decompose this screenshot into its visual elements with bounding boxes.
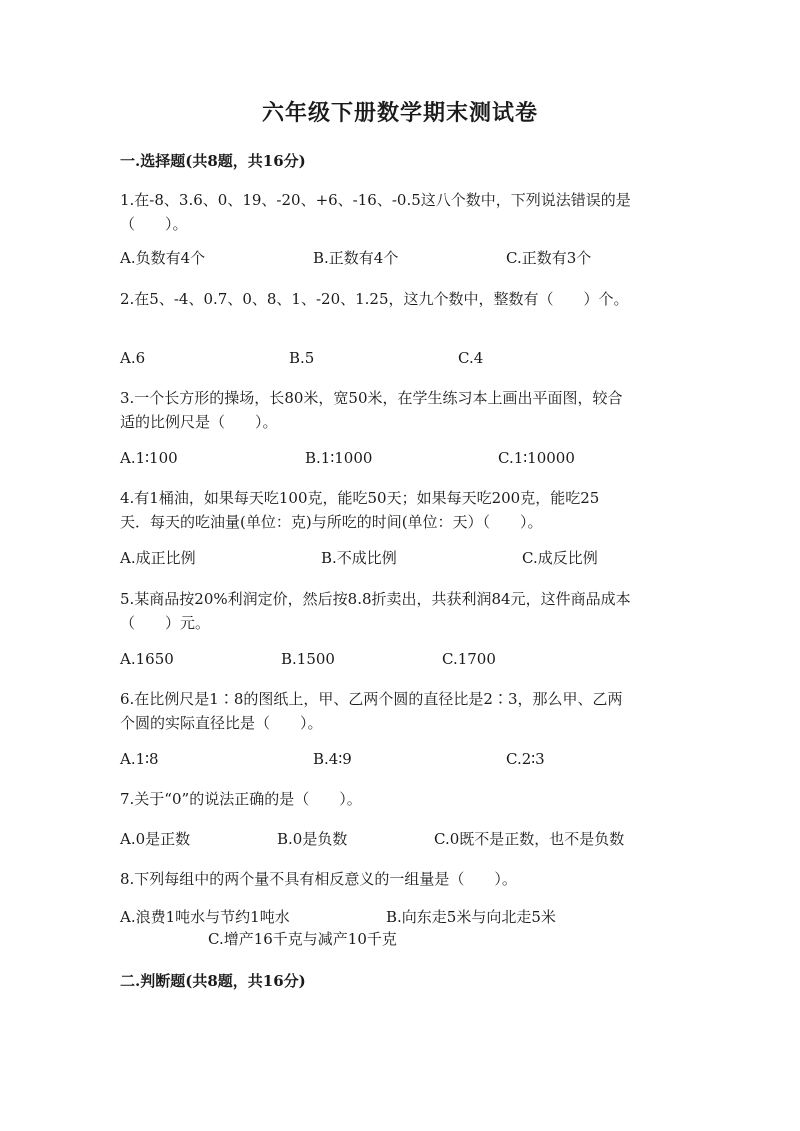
section-heading-choice: 一.选择题(共8题，共16分) xyxy=(120,152,306,170)
question-text-line: 5.某商品按20%利润定价，然后按8.8折卖出，共获利润84元，这件商品成本 xyxy=(120,590,631,608)
question-text-line: 1.在-8、3.6、0、19、-20、+6、-16、-0.5这八个数中，下列说法错误的是 xyxy=(120,191,631,209)
option-b: B.向东走5米与向北走5米 xyxy=(386,908,556,926)
option-b: B.0是负数 xyxy=(277,830,348,848)
question-text-line: 天．每天的吃油量(单位：克)与所吃的时间(单位：天）（ ）。 xyxy=(120,513,543,531)
option-b: B.不成比例 xyxy=(321,549,397,567)
option-b: B.4∶9 xyxy=(313,750,352,768)
option-b: B.1∶1000 xyxy=(305,449,373,467)
question-text-line: 4.有1桶油，如果每天吃100克，能吃50天；如果每天吃200克，能吃25 xyxy=(120,489,600,507)
question-5 xyxy=(120,587,680,635)
question-text-line: 个圆的实际直径比是（ ）。 xyxy=(120,714,323,732)
question-text-line: （ ）元。 xyxy=(120,614,211,632)
option-a: A.成正比例 xyxy=(120,549,196,567)
question-text-line: 6.在比例尺是1∶8的图纸上，甲、乙两个圆的直径比是2∶3，那么甲、乙两 xyxy=(120,690,623,708)
option-c: C.2∶3 xyxy=(506,750,545,768)
section-heading-judgment: 二.判断题(共8题，共16分) xyxy=(120,972,306,990)
option-c: C.0既不是正数，也不是负数 xyxy=(434,830,625,848)
question-text-line: 2.在5、-4、0.7、0、8、1、-20、1.25，这九个数中，整数有（ ）个。 xyxy=(120,290,629,308)
option-a: A.负数有4个 xyxy=(120,249,206,267)
option-a: A.1∶100 xyxy=(120,449,178,467)
question-4 xyxy=(120,486,680,534)
option-c: C.成反比例 xyxy=(522,549,598,567)
option-c: C.1700 xyxy=(442,650,496,668)
question-text-line: 8.下列每组中的两个量不具有相反意义的一组量是（ ）。 xyxy=(120,870,517,888)
question-text-line: （ ）。 xyxy=(120,215,188,233)
option-b: B.1500 xyxy=(281,650,335,668)
option-c: C.4 xyxy=(458,349,484,367)
question-1 xyxy=(120,188,680,236)
option-a: A.0是正数 xyxy=(120,830,191,848)
page-title: 六年级下册数学期末测试卷 xyxy=(261,100,538,126)
question-6 xyxy=(120,687,680,735)
option-c: C.正数有3个 xyxy=(506,249,592,267)
option-b: B.正数有4个 xyxy=(313,249,399,267)
option-a: A.浪费1吨水与节约1吨水 xyxy=(120,908,290,926)
question-7 xyxy=(120,787,680,811)
option-a: A.6 xyxy=(120,349,146,367)
question-8 xyxy=(120,867,680,891)
option-c: C.增产16千克与减产10千克 xyxy=(208,930,397,948)
option-a: A.1∶8 xyxy=(120,750,159,768)
question-3 xyxy=(120,386,680,434)
question-text-line: 7.关于“0”的说法正确的是（ ）。 xyxy=(120,790,362,808)
question-text-line: 3.一个长方形的操场，长80米，宽50米，在学生练习本上画出平面图，较合 xyxy=(120,389,623,407)
question-text-line: 适的比例尺是（ ）。 xyxy=(120,413,278,431)
option-c: C.1∶10000 xyxy=(498,449,575,467)
option-a: A.1650 xyxy=(120,650,174,668)
option-b: B.5 xyxy=(289,349,315,367)
question-2 xyxy=(120,287,680,311)
